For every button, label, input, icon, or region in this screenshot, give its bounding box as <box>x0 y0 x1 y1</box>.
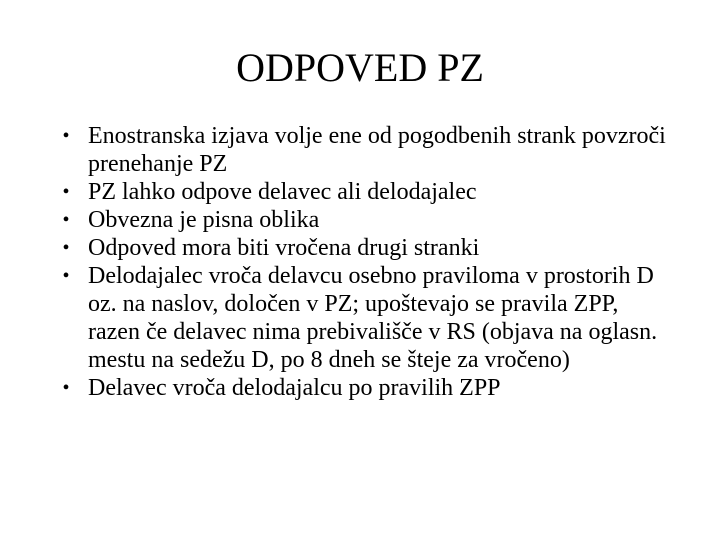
bullet-item-4 <box>56 234 676 262</box>
bullet-icon: • <box>62 265 70 287</box>
bullet-text: Delavec vroča delodajalcu po pravilih ZPP <box>88 375 501 401</box>
bullet-item-5 <box>56 262 676 374</box>
bullet-text: Odpoved mora biti vročena drugi stranki <box>88 235 480 261</box>
bullet-item-1 <box>56 122 676 178</box>
bullet-list <box>56 122 676 402</box>
bullet-text: PZ lahko odpove delavec ali delodajalec <box>88 179 477 205</box>
bullet-icon: • <box>62 181 70 203</box>
bullet-item-6 <box>56 374 676 402</box>
bullet-text: Obvezna je pisna oblika <box>88 207 320 233</box>
bullet-icon: • <box>62 237 70 259</box>
bullet-icon: • <box>62 209 70 231</box>
bullet-icon: • <box>62 125 70 147</box>
bullet-icon: • <box>62 377 70 399</box>
bullet-item-2 <box>56 178 676 206</box>
bullet-text: Enostranska izjava volje ene od pogodbenih strank povzroči prenehanje PZ <box>88 123 666 177</box>
slide-title: ODPOVED PZ <box>236 45 484 90</box>
bullet-text: Delodajalec vroča delavcu osebno praviloma v prostorih D oz. na naslov, določen v PZ; upoštevajo se pravila ZPP, razen če delavec nima prebivališče v RS (objava na oglasn. mestu na sedežu D, po 8 dneh se šteje za vročeno) <box>88 263 658 373</box>
bullet-item-3 <box>56 206 676 234</box>
